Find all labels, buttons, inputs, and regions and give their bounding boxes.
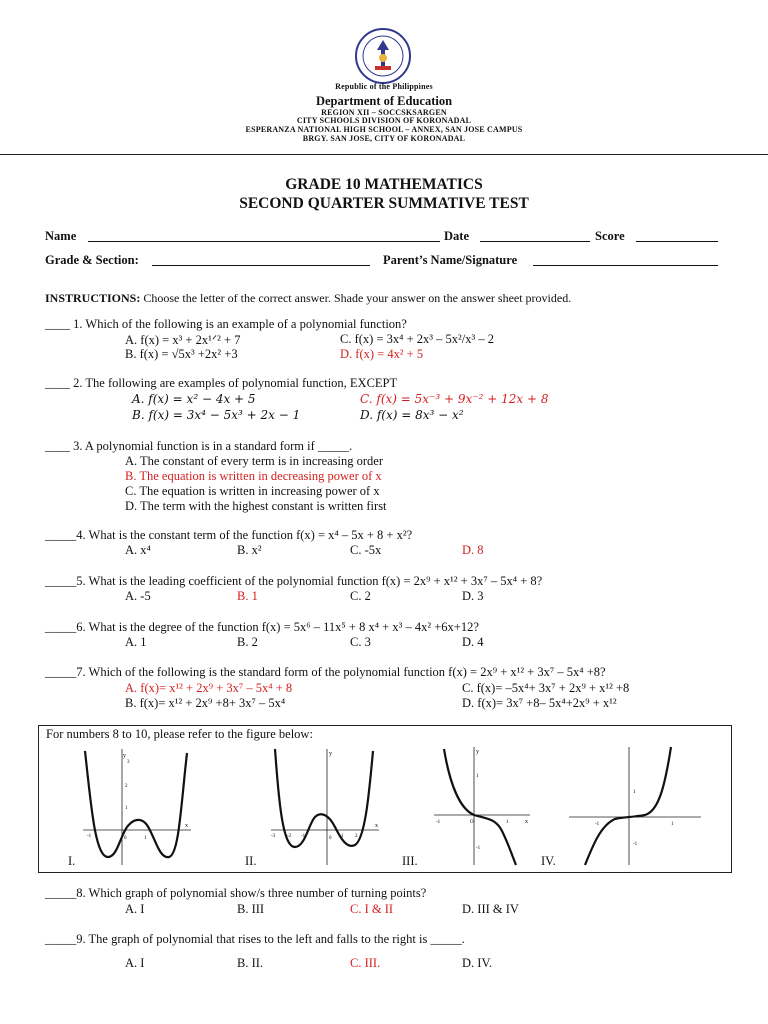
header-region: REGION XII – SOCCSKSARGEN [321, 108, 447, 117]
deped-seal-icon [355, 28, 411, 84]
answer-blank[interactable]: ____ [45, 439, 70, 453]
answer-blank[interactable]: _____ [45, 886, 77, 900]
question-text: 6. What is the degree of the function f(x) = 5x⁶ – 11x⁵ + 8 x⁴ + x³ – 4x² +6x+12? [76, 620, 479, 634]
answer-blank[interactable]: ____ [45, 317, 70, 331]
question-6 [45, 620, 479, 635]
question-text: 2. The following are examples of polynomial function, EXCEPT [73, 376, 398, 390]
parent-signature-line[interactable] [533, 265, 718, 266]
svg-text:1: 1 [633, 790, 636, 795]
q2-option-a: A. f(x) = x² − 4x + 5 [132, 392, 256, 406]
q7-option-b: B. f(x)= x¹² + 2x⁹ +8+ 3x⁷ – 5x⁴ [125, 696, 286, 710]
answer-blank[interactable]: _____ [45, 528, 77, 542]
q6-option-b: B. 2 [237, 635, 258, 649]
q7-option-d: D. f(x)= 3x⁷ +8– 5x⁴+2x⁹ + x¹² [462, 696, 617, 710]
q5-option-b: B. 1 [237, 589, 258, 603]
svg-text:1: 1 [125, 806, 128, 811]
svg-text:-3: -3 [271, 834, 276, 839]
header-divider [0, 154, 768, 155]
svg-text:x: x [375, 823, 378, 829]
svg-text:y: y [329, 751, 332, 757]
svg-text:-1: -1 [476, 846, 481, 851]
instructions [45, 291, 571, 306]
q6-option-a: A. 1 [125, 635, 147, 649]
q8-option-b: B. III [237, 902, 265, 916]
q1-option-c: C. f(x) = 3x⁴ + 2x³ – 5x²/x³ – 2 [340, 332, 494, 346]
q1-option-b: B. f(x) = √5x³ +2x² +3 [125, 347, 238, 361]
header-school: ESPERANZA NATIONAL HIGH SCHOOL – ANNEX, SAN JOSE CAMPUS [245, 125, 523, 134]
q8-option-d: D. III & IV [462, 902, 519, 916]
figure-caption: For numbers 8 to 10, please refer to the figure below: [46, 727, 313, 741]
question-text: 4. What is the constant term of the function f(x) = x⁴ – 5x + 8 + x²? [76, 528, 413, 542]
question-text: 9. The graph of polynomial that rises to the left and falls to the right is _____. [76, 932, 465, 946]
question-8 [45, 886, 426, 901]
answer-blank[interactable]: _____ [45, 620, 77, 634]
question-7 [45, 665, 606, 680]
graph-2 [265, 745, 383, 867]
svg-text:0: 0 [124, 836, 127, 841]
graph-label-4: IV. [541, 854, 556, 868]
q2-option-b: B. f(x) = 3x⁴ − 5x³ + 2x − 1 [132, 408, 301, 422]
q8-option-a: A. I [125, 902, 145, 916]
svg-text:y: y [476, 749, 479, 755]
name-line[interactable] [88, 241, 440, 242]
q4-option-b: B. x² [237, 543, 262, 557]
answer-blank[interactable]: _____ [45, 574, 77, 588]
q5-option-d: D. 3 [462, 589, 484, 603]
svg-text:3: 3 [127, 760, 130, 765]
svg-text:x: x [185, 823, 188, 829]
score-line[interactable] [636, 241, 718, 242]
graph-label-1: I. [68, 854, 76, 868]
q2-option-c: C. f(x) = 5x⁻³ + 9x⁻² + 12x + 8 [360, 392, 549, 406]
svg-text:-1: -1 [301, 834, 306, 839]
q3-option-d: D. The term with the highest constant is written first [125, 499, 387, 513]
svg-text:O: O [470, 820, 474, 825]
question-text: 3. A polynomial function is in a standard form if _____. [73, 439, 353, 453]
svg-text:1: 1 [671, 822, 674, 827]
header-address: BRGY. SAN JOSE, CITY OF KORONADAL [302, 134, 466, 143]
name-label: Name [45, 229, 77, 243]
q5-option-a: A. -5 [125, 589, 151, 603]
q7-option-a: A. f(x)= x¹² + 2x⁹ + 3x⁷ – 5x⁴ + 8 [125, 681, 293, 695]
parent-signature-label: Parent’s Name/Signature [383, 253, 518, 267]
q9-option-b: B. II. [237, 956, 264, 970]
q8-option-c: C. I & II [350, 902, 394, 916]
question-3 [45, 439, 352, 454]
graph-3 [430, 745, 535, 867]
header-division: CITY SCHOOLS DIVISION OF KORONADAL [296, 116, 472, 125]
svg-text:1: 1 [476, 774, 479, 779]
question-text: 1. Which of the following is an example of a polynomial function? [73, 317, 407, 331]
svg-text:2: 2 [125, 784, 128, 789]
graph-label-2: II. [245, 854, 257, 868]
answer-blank[interactable]: _____ [45, 932, 77, 946]
test-title-line2: SECOND QUARTER SUMMATIVE TEST [239, 195, 529, 212]
grade-section-label: Grade & Section: [45, 253, 139, 267]
header-department: Department of Education [315, 94, 453, 108]
svg-text:1: 1 [341, 834, 344, 839]
date-label: Date [444, 229, 469, 243]
q4-option-a: A. x⁴ [125, 543, 151, 557]
q4-option-d: D. 8 [462, 543, 484, 557]
question-text: 7. Which of the following is the standard form of the polynomial function f(x) = 2x⁹ + x¹² + 3x⁷ – 5x⁴ +8? [76, 665, 606, 679]
svg-text:-1: -1 [595, 822, 600, 827]
q1-option-d: D. f(x) = 4x² + 5 [340, 347, 424, 361]
instructions-text: Choose the letter of the correct answer. Shade your answer on the answer sheet provided. [143, 291, 572, 305]
graph-1 [75, 745, 195, 867]
svg-text:1: 1 [144, 836, 147, 841]
question-9 [45, 932, 465, 947]
question-5 [45, 574, 542, 589]
q7-option-c: C. f(x)= –5x⁴+ 3x⁷ + 2x⁹ + x¹² +8 [462, 681, 630, 695]
score-label: Score [595, 229, 625, 243]
svg-text:-1: -1 [87, 834, 92, 839]
header-country: Republic of the Philippines [335, 82, 433, 91]
svg-text:1: 1 [506, 820, 509, 825]
q6-option-d: D. 4 [462, 635, 484, 649]
svg-text:2: 2 [355, 834, 358, 839]
q6-option-c: C. 3 [350, 635, 371, 649]
graph-label-3: III. [402, 854, 418, 868]
svg-text:x: x [525, 819, 528, 825]
question-4 [45, 528, 412, 543]
test-title-line1: GRADE 10 MATHEMATICS [285, 176, 483, 193]
q3-option-a: A. The constant of every term is in increasing order [125, 454, 384, 468]
svg-text:-1: -1 [436, 820, 441, 825]
q9-option-c: C. III. [350, 956, 381, 970]
q2-option-d: D. f(x) = 8x³ − x² [360, 408, 464, 422]
q5-option-c: C. 2 [350, 589, 371, 603]
answer-blank[interactable]: _____ [45, 665, 77, 679]
question-text: 8. Which graph of polynomial show/s three number of turning points? [76, 886, 427, 900]
q3-option-b: B. The equation is written in decreasing power of x [125, 469, 382, 483]
q3-option-c: C. The equation is written in increasing power of x [125, 484, 380, 498]
answer-blank[interactable]: ____ [45, 376, 70, 390]
q9-option-d: D. IV. [462, 956, 492, 970]
q9-option-a: A. I [125, 956, 145, 970]
question-text: 5. What is the leading coefficient of the polynomial function f(x) = 2x⁹ + x¹² + 3x⁷ – 5x⁴ + 8? [76, 574, 543, 588]
question-2 [45, 376, 397, 391]
q4-option-c: C. -5x [350, 543, 382, 557]
question-1 [45, 317, 407, 332]
grade-section-line[interactable] [152, 265, 370, 266]
graph-4 [565, 745, 705, 867]
svg-text:y: y [123, 753, 126, 759]
svg-text:-2: -2 [287, 834, 292, 839]
date-line[interactable] [480, 241, 590, 242]
q1-option-a: A. f(x) = x³ + 2x¹ᐟ² + 7 [125, 333, 241, 347]
instructions-label: INSTRUCTIONS: [45, 291, 141, 305]
svg-text:0: 0 [329, 836, 332, 841]
svg-text:-1: -1 [633, 842, 638, 847]
